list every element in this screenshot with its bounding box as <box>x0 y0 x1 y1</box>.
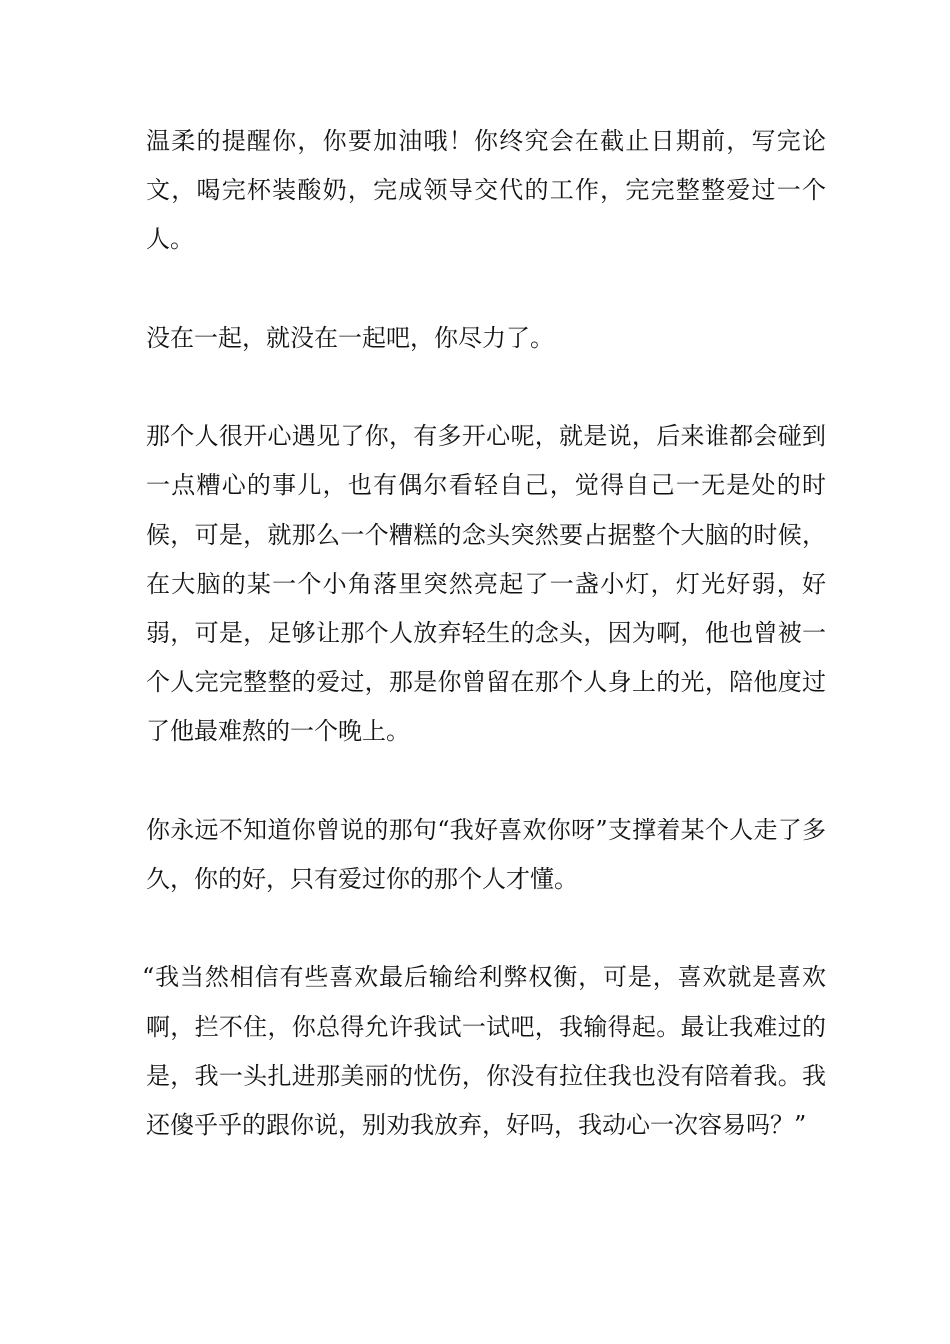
document-body <box>142 117 826 1150</box>
paragraph-small-light: 那个人很开心遇见了你，有多开心呢，就是说，后来谁都会碰到一点糟心的事儿，也有偶尔看轻自己，觉得自己一无是处的时候，可是，就那么一个糟糕的念头突然要占据整个大脑的时候，在大脑的某一个小角落里突然亮起了一盏小灯，灯光好弱，好弱，可是，足够让那个人放弃轻生的念头，因为啊，他也曾被一个人完完整整的爱过，那是你曾留在那个人身上的光，陪他度过了他最难熬的一个晚上。 <box>146 422 826 746</box>
paragraph-i-like-you: 你永远不知道你曾说的那句“我好喜欢你呀”支撑着某个人走了多久，你的好，只有爱过你的那个人才懂。 <box>146 815 826 893</box>
paragraph-quote: “我当然相信有些喜欢最后输给利弊权衡，可是，喜欢就是喜欢啊，拦不住，你总得允许我试一试吧，我输得起。最让我难过的是，我一头扎进那美丽的忧伤，你没有拉住我也没有陪着我。我还傻乎乎的跟你说，别劝我放弃，好吗，我动心一次容易吗？” <box>142 963 826 1139</box>
paragraph-reminder: 温柔的提醒你，你要加油哦！你终究会在截止日期前，写完论文，喝完杯装酸奶，完成领导交代的工作，完完整整爱过一个人。 <box>146 127 826 254</box>
paragraph-tried-your-best: 没在一起，就没在一起吧，你尽力了。 <box>146 323 554 352</box>
